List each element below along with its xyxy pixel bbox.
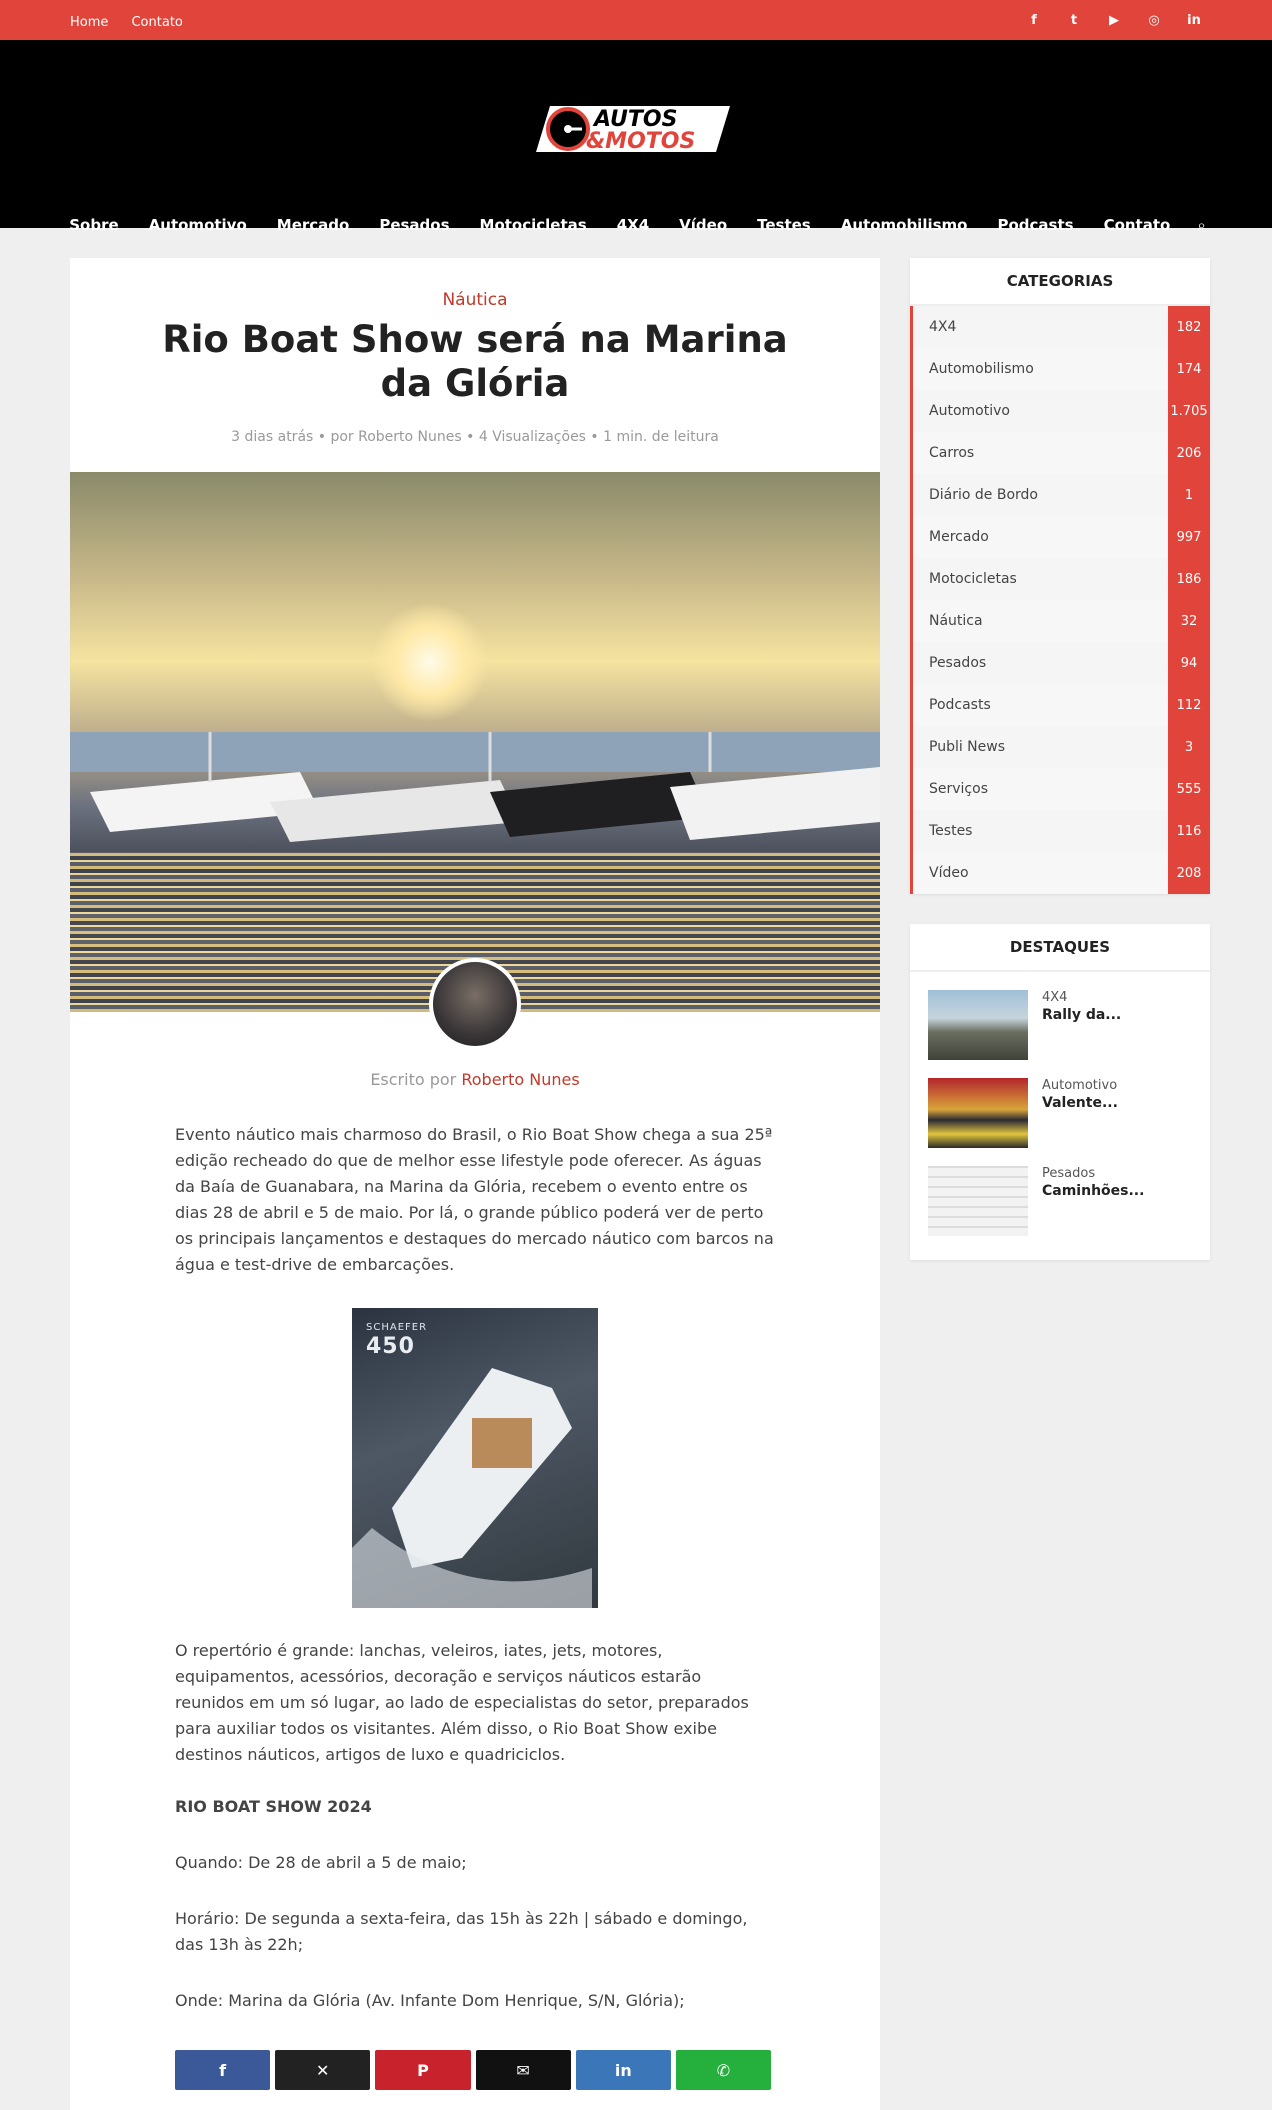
featured-thumbnail[interactable] xyxy=(928,990,1028,1060)
category-count: 555 xyxy=(1168,768,1210,810)
category-count: 1 xyxy=(1168,474,1210,516)
article-subheading: RIO BOAT SHOW 2024 xyxy=(175,1797,372,1816)
contact-link[interactable]: Contato xyxy=(131,14,183,30)
site-header xyxy=(0,40,1272,234)
boats-illustration xyxy=(70,732,880,852)
share-facebook-icon[interactable]: f xyxy=(175,2050,270,2090)
categories-widget xyxy=(910,258,1210,894)
category-item[interactable] xyxy=(913,726,1210,768)
category-count: 3 xyxy=(1168,726,1210,768)
category-count: 174 xyxy=(1168,348,1210,390)
author-link[interactable]: Roberto Nunes xyxy=(461,1070,580,1089)
nav-podcasts[interactable]: Podcasts xyxy=(997,216,1074,234)
featured-title[interactable]: Caminhões... xyxy=(1042,1183,1145,1199)
category-item[interactable] xyxy=(913,432,1210,474)
sun-glow xyxy=(370,602,490,722)
category-count: 116 xyxy=(1168,810,1210,852)
share-email-icon[interactable]: ✉ xyxy=(476,2050,571,2090)
category-name: Motocicletas xyxy=(929,571,1017,587)
featured-title[interactable]: Rally da... xyxy=(1042,1007,1122,1023)
featured-thumbnail[interactable] xyxy=(928,1166,1028,1236)
share-x-icon[interactable]: ✕ xyxy=(275,2050,370,2090)
featured-item[interactable] xyxy=(928,1078,1210,1148)
youtube-icon[interactable]: ▶ xyxy=(1109,12,1119,28)
featured-thumbnail[interactable] xyxy=(928,1078,1028,1148)
main-nav xyxy=(0,216,1272,234)
category-name: Diário de Bordo xyxy=(929,487,1038,503)
article-title: Rio Boat Show será na Marina da Glória xyxy=(162,318,788,406)
nav-contato[interactable]: Contato xyxy=(1103,216,1171,234)
featured-item[interactable] xyxy=(928,990,1210,1060)
nav-motocicletas[interactable]: Motocicletas xyxy=(479,216,587,234)
category-count: 206 xyxy=(1168,432,1210,474)
category-item[interactable] xyxy=(913,852,1210,894)
category-count: 208 xyxy=(1168,852,1210,894)
boat-image xyxy=(352,1308,598,1608)
category-item[interactable] xyxy=(913,810,1210,852)
home-link[interactable]: Home xyxy=(70,14,109,30)
site-logo[interactable] xyxy=(530,98,750,160)
nav-mercado[interactable]: Mercado xyxy=(276,216,350,234)
logo-line2: &MOTOS xyxy=(586,129,696,154)
search-icon[interactable]: ⌕ xyxy=(1197,216,1206,234)
article-paragraph-2: O repertório é grande: lanchas, veleiros, iates, jets, motores, equipamentos, acessórios, decoração e serviços náuticos estarão reunidos em um só lugar, ao lado de especialistas do setor, preparados para auxiliar todos os visitantes. Além disso, o Rio Boat Show exibe destinos náuticos, artigos de luxo e quadriciclos. xyxy=(175,1641,749,1764)
category-item[interactable] xyxy=(913,474,1210,516)
featured-item[interactable] xyxy=(928,1166,1210,1236)
boat-image-brand: SCHAEFER xyxy=(366,1322,428,1333)
written-by xyxy=(70,1070,880,1089)
category-count: 112 xyxy=(1168,684,1210,726)
top-bar xyxy=(0,0,1272,40)
category-item[interactable] xyxy=(913,558,1210,600)
category-name: Testes xyxy=(929,823,973,839)
nav-sobre[interactable]: Sobre xyxy=(69,216,119,234)
social-links xyxy=(1026,13,1202,28)
share-linkedin-icon[interactable]: in xyxy=(576,2050,671,2090)
category-name: Automobilismo xyxy=(929,361,1034,377)
author-avatar[interactable] xyxy=(429,958,521,1050)
category-item[interactable] xyxy=(913,390,1210,432)
category-item[interactable] xyxy=(913,516,1210,558)
top-links xyxy=(70,11,201,30)
category-name: Publi News xyxy=(929,739,1006,755)
category-name: Serviços xyxy=(929,781,988,797)
category-count: 997 xyxy=(1168,516,1210,558)
nav-pesados[interactable]: Pesados xyxy=(379,216,450,234)
category-name: 4X4 xyxy=(929,319,957,335)
article-where: Onde: Marina da Glória (Av. Infante Dom Henrique, S/N, Glória); xyxy=(175,1991,685,2010)
written-prefix: Escrito por xyxy=(370,1070,457,1089)
facebook-icon[interactable]: f xyxy=(1031,12,1037,28)
nav-4x4[interactable]: 4X4 xyxy=(616,216,650,234)
category-count: 32 xyxy=(1168,600,1210,642)
article-category[interactable]: Náutica xyxy=(442,290,508,310)
twitter-icon[interactable]: t xyxy=(1070,12,1078,28)
category-item[interactable] xyxy=(913,600,1210,642)
featured-category: 4X4 xyxy=(1042,990,1068,1005)
nav-video[interactable]: Vídeo xyxy=(679,216,728,234)
article-meta: 3 dias atrás • por Roberto Nunes • 4 Visualizações • 1 min. de leitura xyxy=(231,428,719,445)
nav-automotivo[interactable]: Automotivo xyxy=(148,216,247,234)
featured-heading: DESTAQUES xyxy=(910,924,1210,972)
category-name: Automotivo xyxy=(929,403,1010,419)
category-count: 94 xyxy=(1168,642,1210,684)
category-name: Náutica xyxy=(929,613,983,629)
linkedin-icon[interactable]: in xyxy=(1187,12,1201,28)
share-pinterest-icon[interactable]: P xyxy=(375,2050,470,2090)
article-hours: Horário: De segunda a sexta-feira, das 15h às 22h | sábado e domingo, das 13h às 22h; xyxy=(175,1909,748,1954)
article-when: Quando: De 28 de abril a 5 de maio; xyxy=(175,1853,467,1872)
share-bar xyxy=(175,2050,771,2090)
category-list xyxy=(910,306,1210,894)
category-item[interactable] xyxy=(913,768,1210,810)
featured-widget xyxy=(910,924,1210,1260)
hero-image xyxy=(70,472,880,1012)
featured-category: Automotivo xyxy=(1042,1078,1118,1093)
category-count: 186 xyxy=(1168,558,1210,600)
categories-heading: CATEGORIAS xyxy=(910,258,1210,306)
category-item[interactable] xyxy=(913,348,1210,390)
category-name: Pesados xyxy=(929,655,987,671)
category-name: Carros xyxy=(929,445,975,461)
instagram-icon[interactable]: ◎ xyxy=(1148,12,1160,28)
boat-image-model: 450 xyxy=(366,1334,415,1359)
logo-line1: AUTOS xyxy=(594,107,678,132)
article-paragraph-1: Evento náutico mais charmoso do Brasil, o Rio Boat Show chega a sua 25ª edição recheado do que de melhor esse lifestyle pode oferecer. As águas da Baía de Guanabara, na Marina da Glória, recebem o evento entre os dias 28 de abril e 5 de maio. Por lá, o grande público poderá ver de perto os principais lançamentos e destaques do mercado náutico com barcos na água e test-drive de embarcações. xyxy=(175,1125,774,1274)
nav-testes[interactable]: Testes xyxy=(757,216,811,234)
category-item[interactable] xyxy=(913,684,1210,726)
category-name: Podcasts xyxy=(929,697,991,713)
category-item[interactable] xyxy=(913,642,1210,684)
category-count: 182 xyxy=(1168,306,1210,348)
category-count: 1.705 xyxy=(1168,390,1210,432)
featured-title[interactable]: Valente... xyxy=(1042,1095,1118,1111)
category-item[interactable] xyxy=(913,306,1210,348)
category-name: Mercado xyxy=(929,529,989,545)
share-whatsapp-icon[interactable]: ✆ xyxy=(676,2050,771,2090)
category-name: Vídeo xyxy=(929,865,969,881)
nav-automobilismo[interactable]: Automobilismo xyxy=(840,216,968,234)
article xyxy=(70,258,880,2110)
featured-category: Pesados xyxy=(1042,1166,1096,1181)
